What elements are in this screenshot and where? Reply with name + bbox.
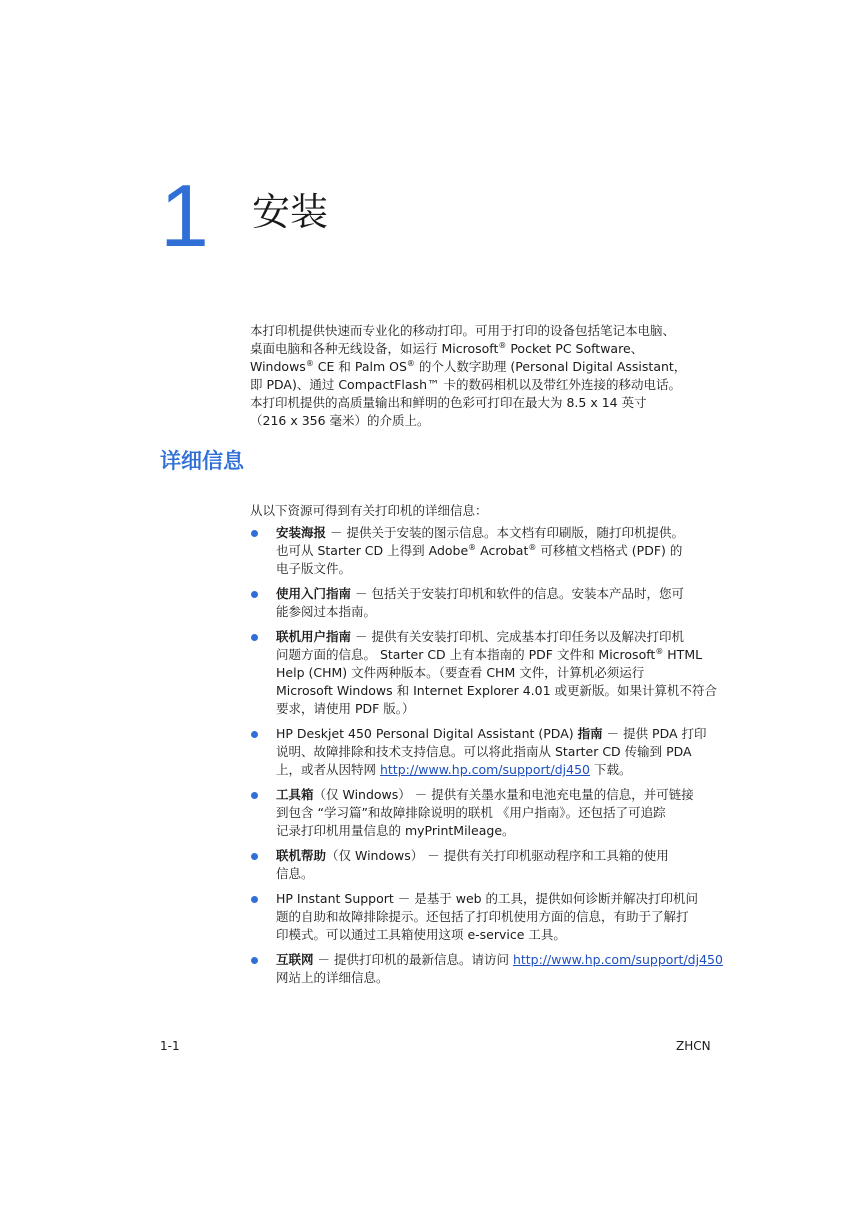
text: 要求，请使用 PDF 版。） xyxy=(276,701,415,716)
item-term: 联机用户指南 xyxy=(276,629,352,644)
bullet-icon xyxy=(251,731,258,738)
item-term: 安装海报 xyxy=(276,525,327,540)
text: CE 和 Palm OS xyxy=(313,359,407,374)
bullet-icon xyxy=(251,853,258,860)
text: 问题方面的信息。 Starter CD 上有本指南的 PDF 文件和 Microsoft xyxy=(276,647,656,662)
text: HTML xyxy=(663,647,703,662)
text: Windows xyxy=(250,359,306,374)
text: Acrobat xyxy=(476,543,529,558)
registered-mark: ® xyxy=(655,646,664,656)
list-item xyxy=(250,951,723,987)
chapter-title: 安装 xyxy=(252,190,329,234)
list-item xyxy=(250,847,720,883)
list-item xyxy=(250,890,720,944)
item-term: 使用入门指南 xyxy=(276,586,352,601)
text: 可移植文档格式 (PDF) 的 xyxy=(536,543,683,558)
page-number: 1-1 xyxy=(160,1039,180,1053)
text: Pocket PC Software、 xyxy=(506,341,644,356)
list-item xyxy=(250,524,720,578)
intro-line xyxy=(250,340,720,358)
intro-line xyxy=(250,394,720,412)
bullet-icon xyxy=(251,591,258,598)
text: Help (CHM) 文件两种版本。（要查看 CHM 文件，计算机必须运行 xyxy=(276,665,645,680)
bullet-icon xyxy=(251,530,258,537)
text: （仅 Windows） － 提供有关墨水量和电池充电量的信息，并可链接 xyxy=(313,787,694,802)
intro-line xyxy=(250,412,720,430)
text: 上，或者从因特网 xyxy=(276,762,380,777)
chapter-number: 1 xyxy=(160,166,209,265)
text: 的个人数字助理 (Personal Digital Assistant， xyxy=(414,359,687,374)
support-link[interactable]: http://www.hp.com/support/dj450 xyxy=(379,762,590,777)
intro-line xyxy=(250,376,720,394)
text: 桌面电脑和各种无线设备，如运行 Microsoft xyxy=(250,341,499,356)
intro-line xyxy=(250,322,720,340)
text: 印模式。可以通过工具箱使用这项 e-service 工具。 xyxy=(276,927,566,942)
list-item xyxy=(250,585,720,621)
bullet-icon xyxy=(251,634,258,641)
bullet-icon xyxy=(251,957,258,964)
text: 网站上的详细信息。 xyxy=(276,970,389,985)
text: 题的自助和故障排除提示。还包括了打印机使用方面的信息，有助于了解打 xyxy=(276,909,689,924)
text: 本打印机提供的高质量输出和鲜明的色彩可打印在最大为 8.5 x 14 英寸 xyxy=(250,395,647,410)
bullet-icon xyxy=(251,792,258,799)
support-link[interactable]: http://www.hp.com/support/dj450 xyxy=(512,952,723,967)
text: － 提供有关安装打印机、完成基本打印任务以及解决打印机 xyxy=(351,629,684,644)
text: 记录打印机用量信息的 myPrintMileage。 xyxy=(276,823,515,838)
text: （216 x 356 毫米）的介质上。 xyxy=(250,413,430,428)
list-item xyxy=(250,628,720,718)
list-item xyxy=(250,725,720,779)
text: HP Deskjet 450 Personal Digital Assistant (PDA) xyxy=(276,726,578,741)
registered-mark: ® xyxy=(406,358,415,368)
text: 说明、故障排除和技术支持信息。可以将此指南从 Starter CD 传输到 PDA xyxy=(276,744,692,759)
text: － 提供打印机的最新信息。请访问 xyxy=(313,952,513,967)
language-code: ZHCN xyxy=(676,1039,711,1053)
section-heading: 详细信息 xyxy=(160,449,244,473)
text: － 提供 PDA 打印 xyxy=(602,726,707,741)
text: － 提供关于安装的图示信息。本文档有印刷版，随打印机提供。 xyxy=(326,525,684,540)
text: 电子版文件。 xyxy=(276,561,352,576)
text: 到包含 “学习篇”和故障排除说明的联机 《用户指南》。还包括了可追踪 xyxy=(276,805,666,820)
item-term: 工具箱 xyxy=(276,787,314,802)
resource-list xyxy=(250,524,723,994)
text: HP Instant Support － 是基于 web 的工具，提供如何诊断并解决打印机问 xyxy=(276,891,699,906)
text: Microsoft Windows 和 Internet Explorer 4.01 或更新版。如果计算机不符合 xyxy=(276,683,718,698)
text: （仅 Windows） － 提供有关打印机驱动程序和工具箱的使用 xyxy=(326,848,669,863)
bullet-icon xyxy=(251,896,258,903)
text: 信息。 xyxy=(276,866,314,881)
text: 即 PDA)、通过 CompactFlash™ 卡的数码相机以及带红外连接的移动电话。 xyxy=(250,377,681,392)
item-term: 指南 xyxy=(577,726,603,741)
intro-paragraph xyxy=(250,322,720,430)
registered-mark: ® xyxy=(528,542,537,552)
registered-mark: ® xyxy=(498,340,507,350)
text: 也可从 Starter CD 上得到 Adobe xyxy=(276,543,469,558)
intro-line xyxy=(250,358,720,376)
registered-mark: ® xyxy=(305,358,314,368)
item-term: 互联网 xyxy=(276,952,314,967)
item-term: 联机帮助 xyxy=(276,848,327,863)
text: 能参阅过本指南。 xyxy=(276,604,377,619)
registered-mark: ® xyxy=(468,542,477,552)
text: 下载。 xyxy=(589,762,632,777)
text: － 包括关于安装打印机和软件的信息。安装本产品时，您可 xyxy=(351,586,684,601)
list-item xyxy=(250,786,720,840)
section-lead: 从以下资源可得到有关打印机的详细信息： xyxy=(250,503,488,518)
text: 本打印机提供快速而专业化的移动打印。可用于打印的设备包括笔记本电脑、 xyxy=(250,323,676,338)
